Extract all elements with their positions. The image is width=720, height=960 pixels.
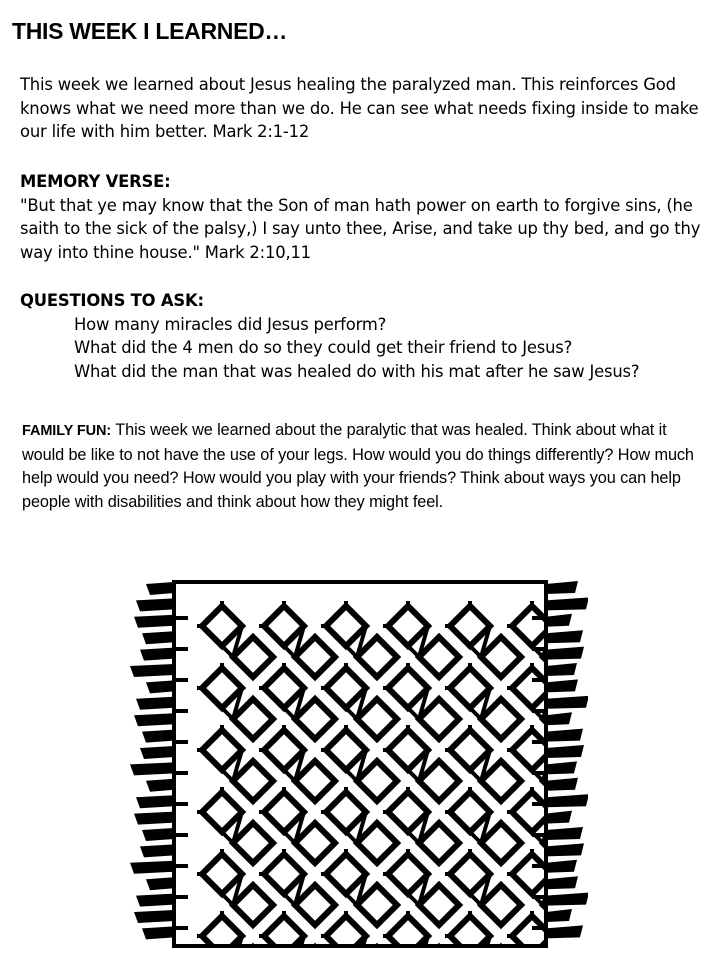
woven-mat-icon <box>128 572 588 952</box>
fringe-strand <box>546 778 578 791</box>
fringe-strand <box>134 812 174 825</box>
fringe-strand <box>140 746 174 759</box>
fringe-strand <box>142 631 174 644</box>
fringe-strand <box>546 663 577 676</box>
fringe-strand <box>546 712 572 725</box>
memory-verse-section <box>20 170 710 264</box>
fringe-strand <box>546 860 577 873</box>
fringe-strand <box>134 615 174 628</box>
fringe-strand <box>146 582 174 595</box>
mat-fringe-left <box>130 582 174 939</box>
fringe-strand <box>142 730 174 743</box>
fringe-strand <box>546 893 588 906</box>
mat-fringe-right <box>546 581 588 938</box>
fringe-strand <box>130 664 174 677</box>
family-fun-section <box>22 419 702 514</box>
fringe-strand <box>136 697 174 710</box>
fringe-strand <box>136 598 174 611</box>
fringe-strand <box>546 876 578 889</box>
questions-heading: QUESTIONS TO ASK: <box>20 291 204 310</box>
fringe-strand <box>546 925 583 938</box>
question-item: How many miracles did Jesus perform? <box>74 314 387 334</box>
fringe-strand <box>142 828 174 841</box>
fringe-strand <box>546 597 588 610</box>
questions-list <box>20 313 710 384</box>
family-fun-text: This week we learned about the paralytic that was healed. Think about what it would be like to not have the use of your legs. How would you do things differently? How much help would you need? How would you play with your friends? Think about ways you can help people with disabilities and think about how they might feel. <box>22 421 694 511</box>
fringe-strand <box>546 614 572 627</box>
fringe-strand <box>136 795 174 808</box>
fringe-strand <box>546 827 583 840</box>
fringe-strand <box>546 843 584 856</box>
fringe-strand <box>146 779 174 792</box>
memory-verse-heading: MEMORY VERSE: <box>20 172 171 191</box>
fringe-strand <box>546 909 572 922</box>
page-title: THIS WEEK I LEARNED… <box>12 18 288 44</box>
weave-diamond <box>543 947 583 952</box>
fringe-strand <box>546 811 572 824</box>
memory-verse-text: "But that ye may know that the Son of man hath power on earth to forgive sins, (he saith to the sick of the palsy,) I say unto thee, Arise, and take up thy bed, and go thy way into thine house." Mark 2:10,11 <box>20 195 701 262</box>
fringe-strand <box>134 910 174 923</box>
fringe-strand <box>134 713 174 726</box>
fringe-strand <box>546 581 578 594</box>
fringe-strand <box>546 630 583 643</box>
fringe-strand <box>130 762 174 775</box>
question-item: What did the 4 men do so they could get their friend to Jesus? <box>74 338 573 357</box>
fringe-strand <box>146 877 174 890</box>
fringe-strand <box>546 729 583 742</box>
fringe-strand <box>140 844 174 857</box>
fringe-strand <box>546 679 578 692</box>
lesson-summary: This week we learned about Jesus healing the paralyzed man. This reinforces God knows what we need more than we do. He can see what needs fixing inside to make our life with him better. Mark 2:1-12 <box>20 75 699 141</box>
fringe-strand <box>142 926 174 939</box>
fringe-strand <box>130 861 174 874</box>
family-fun-label: FAMILY FUN: <box>22 423 112 439</box>
fringe-strand <box>546 647 584 660</box>
fringe-strand <box>546 761 577 774</box>
fringe-strand <box>546 794 588 807</box>
question-item: What did the man that was healed do with his mat after he saw Jesus? <box>74 361 640 381</box>
fringe-strand <box>546 745 584 758</box>
fringe-strand <box>546 696 588 709</box>
questions-section <box>20 289 710 383</box>
fringe-strand <box>140 648 174 661</box>
fringe-strand <box>136 894 174 907</box>
fringe-strand <box>146 680 174 693</box>
